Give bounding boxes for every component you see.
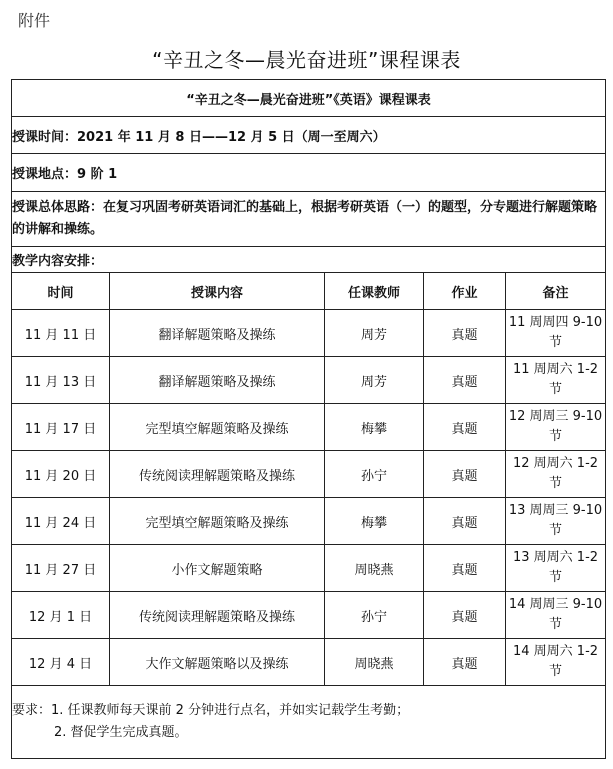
cell-note: 13 周周三 9-10 节	[506, 498, 606, 545]
cell-homework: 真题	[424, 498, 506, 545]
column-header-row	[12, 273, 606, 310]
column-header-content: 授课内容	[110, 273, 325, 310]
document-title: “辛丑之冬—晨光奋进班”课程课表	[152, 48, 461, 72]
column-header-teacher: 任课教师	[325, 273, 424, 310]
cell-homework: 真题	[424, 592, 506, 639]
cell-note: 11 周周六 1-2 节	[506, 357, 606, 404]
cell-teacher: 周芳	[325, 357, 424, 404]
cell-date: 12 月 1 日	[12, 592, 110, 639]
cell-note: 11 周周四 9-10 节	[506, 310, 606, 357]
place-info: 授课地点：9 阶 1	[12, 154, 606, 192]
cell-content: 完型填空解题策略及操练	[110, 498, 325, 545]
cell-content: 大作文解题策略以及操练	[110, 639, 325, 686]
cell-note: 14 周周三 9-10 节	[506, 592, 606, 639]
cell-content: 传统阅读理解题策略及操练	[110, 592, 325, 639]
attachment-label: 附件	[18, 11, 51, 30]
cell-teacher: 周晓燕	[325, 639, 424, 686]
table-row	[12, 639, 606, 686]
cell-teacher: 周芳	[325, 310, 424, 357]
column-header-homework: 作业	[424, 273, 506, 310]
table-row	[12, 357, 606, 404]
requirement-line-1: 要求：1. 任课教师每天课前 2 分钟进行点名，并如实记载学生考勤；	[12, 703, 410, 718]
cell-homework: 真题	[424, 310, 506, 357]
cell-teacher: 梅攀	[325, 404, 424, 451]
cell-homework: 真题	[424, 451, 506, 498]
cell-content: 翻译解题策略及操练	[110, 357, 325, 404]
cell-date: 12 月 4 日	[12, 639, 110, 686]
table-row	[12, 545, 606, 592]
cell-date: 11 月 24 日	[12, 498, 110, 545]
table-row	[12, 310, 606, 357]
place-info-row	[12, 154, 606, 192]
arrangement-label: 教学内容安排：	[12, 247, 606, 273]
overall-idea: 授课总体思路：在复习巩固考研英语词汇的基础上，根据考研英语（一）的题型，分专题进行解题策略的讲解和操练。	[12, 192, 606, 247]
cell-date: 11 月 17 日	[12, 404, 110, 451]
cell-teacher: 孙宁	[325, 592, 424, 639]
schedule-table	[11, 79, 606, 759]
overall-idea-row	[12, 192, 606, 247]
time-info: 授课时间：2021 年 11 月 8 日——12 月 5 日（周一至周六）	[12, 117, 606, 154]
cell-date: 11 月 20 日	[12, 451, 110, 498]
table-row	[12, 404, 606, 451]
cell-note: 13 周周六 1-2 节	[506, 545, 606, 592]
cell-teacher: 周晓燕	[325, 545, 424, 592]
table-title-row	[12, 80, 606, 117]
requirement-line-2: 2. 督促学生完成真题。	[54, 725, 188, 740]
arrangement-row	[12, 247, 606, 273]
table-row	[12, 451, 606, 498]
table-row	[12, 592, 606, 639]
cell-content: 完型填空解题策略及操练	[110, 404, 325, 451]
cell-date: 11 月 27 日	[12, 545, 110, 592]
cell-homework: 真题	[424, 357, 506, 404]
time-info-row	[12, 117, 606, 154]
cell-content: 传统阅读理解题策略及操练	[110, 451, 325, 498]
cell-homework: 真题	[424, 639, 506, 686]
cell-teacher: 梅攀	[325, 498, 424, 545]
cell-content: 小作文解题策略	[110, 545, 325, 592]
cell-note: 12 周周三 9-10 节	[506, 404, 606, 451]
cell-date: 11 月 13 日	[12, 357, 110, 404]
cell-homework: 真题	[424, 404, 506, 451]
table-title: “辛丑之冬—晨光奋进班”《英语》课程课表	[12, 80, 606, 117]
column-header-date: 时间	[12, 273, 110, 310]
requirements-row	[12, 686, 606, 759]
cell-homework: 真题	[424, 545, 506, 592]
cell-note: 12 周周六 1-2 节	[506, 451, 606, 498]
cell-note: 14 周周六 1-2 节	[506, 639, 606, 686]
cell-content: 翻译解题策略及操练	[110, 310, 325, 357]
table-row	[12, 498, 606, 545]
cell-teacher: 孙宁	[325, 451, 424, 498]
cell-date: 11 月 11 日	[12, 310, 110, 357]
requirements-cell	[12, 686, 606, 759]
column-header-note: 备注	[506, 273, 606, 310]
